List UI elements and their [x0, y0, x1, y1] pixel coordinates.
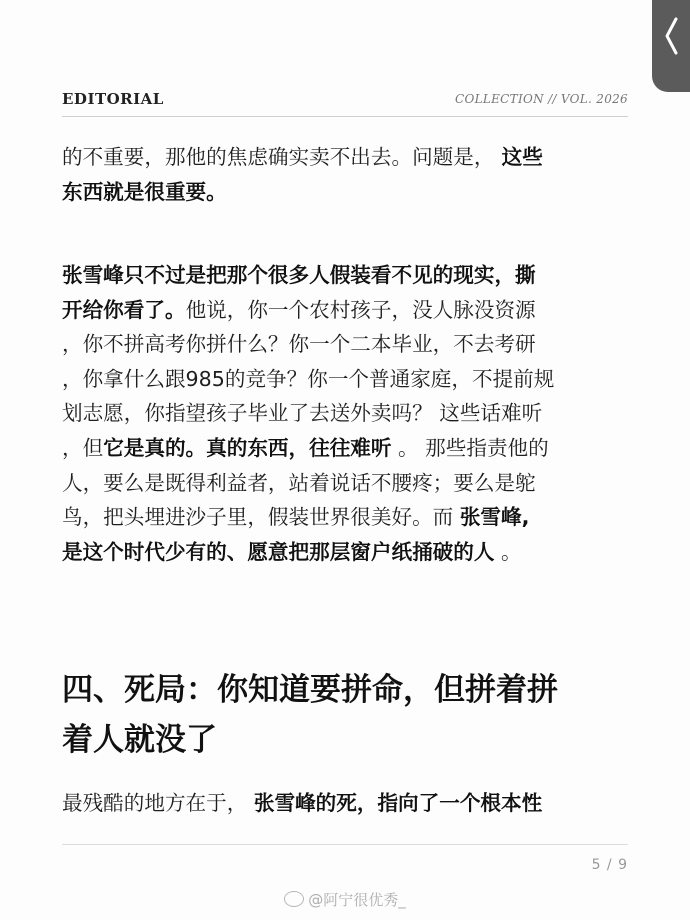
bold-text-run: 这些	[494, 145, 543, 169]
text-run: 的不重要，那他的焦虑确实卖不出去。问题是，	[62, 145, 495, 169]
heading-line: 四、死局：你知道要拼命，但拼着拼	[62, 672, 558, 708]
footer-divider	[62, 844, 628, 845]
bold-text-run: 东西就是很重要。	[62, 179, 227, 204]
text-run: 划志愿，你指望孩子毕业了去送外卖吗？ 这些话难听	[62, 401, 543, 426]
page-number: 5 / 9	[591, 857, 628, 873]
watermark	[0, 889, 690, 910]
bold-text-run: 张雪峰,	[459, 505, 530, 530]
watermark-handle: @阿宁很优秀_	[308, 891, 406, 909]
text-line	[62, 466, 632, 501]
paragraph-3	[62, 786, 632, 821]
text-line	[62, 500, 632, 535]
text-run: 最残酷的地方在于，	[62, 791, 254, 815]
text-line	[62, 175, 632, 210]
text-line	[62, 140, 632, 175]
bold-text-run: 开给你看了。	[62, 297, 186, 322]
text-line	[62, 431, 632, 466]
section-label: EDITORIAL	[62, 90, 164, 108]
text-line	[62, 786, 632, 821]
section-heading	[62, 665, 632, 765]
chevron-left-icon	[662, 16, 680, 56]
text-run: 鸟，把头埋进沙子里，假装世界很美好。而	[62, 505, 460, 530]
text-run: 人，要么是既得利益者，站着说话不腰疼；要么是鸵	[62, 470, 536, 495]
text-line	[62, 396, 632, 431]
heading-line: 着人就没了	[62, 722, 217, 758]
page-header	[62, 90, 628, 114]
bold-text-run: 张雪峰只不过是把那个很多人假装看不见的现实，撕	[62, 263, 536, 287]
paragraph-2	[62, 258, 632, 569]
text-run: ，你拿什么跟985的竞争？你一个普通家庭，不提前规	[62, 366, 555, 391]
text-run: ，但	[62, 435, 104, 460]
bold-text-run: 它是真的。真的东西，往往难听	[103, 435, 392, 460]
text-run: 他说，你一个农村孩子，没人脉没资源	[185, 297, 536, 322]
text-line	[62, 258, 632, 293]
collection-label: COLLECTION // VOL. 2026	[454, 92, 628, 106]
text-line	[62, 293, 632, 328]
back-button[interactable]	[652, 0, 690, 92]
bold-text-run: 张雪峰的死，指向了一个根本性	[253, 791, 543, 815]
weibo-logo-icon	[284, 891, 304, 907]
bold-text-run: 是这个时代少有的、愿意把那层窗户纸捅破的人	[62, 539, 495, 564]
text-line	[62, 362, 632, 397]
text-run: 。 那些指责他的	[391, 435, 549, 460]
text-line	[62, 535, 632, 570]
header-divider	[62, 116, 628, 117]
text-run: 。	[494, 539, 522, 564]
text-run: ，你不拼高考你拼什么？你一个二本毕业，不去考研	[62, 332, 536, 357]
paragraph-1	[62, 140, 632, 209]
text-line	[62, 327, 632, 362]
